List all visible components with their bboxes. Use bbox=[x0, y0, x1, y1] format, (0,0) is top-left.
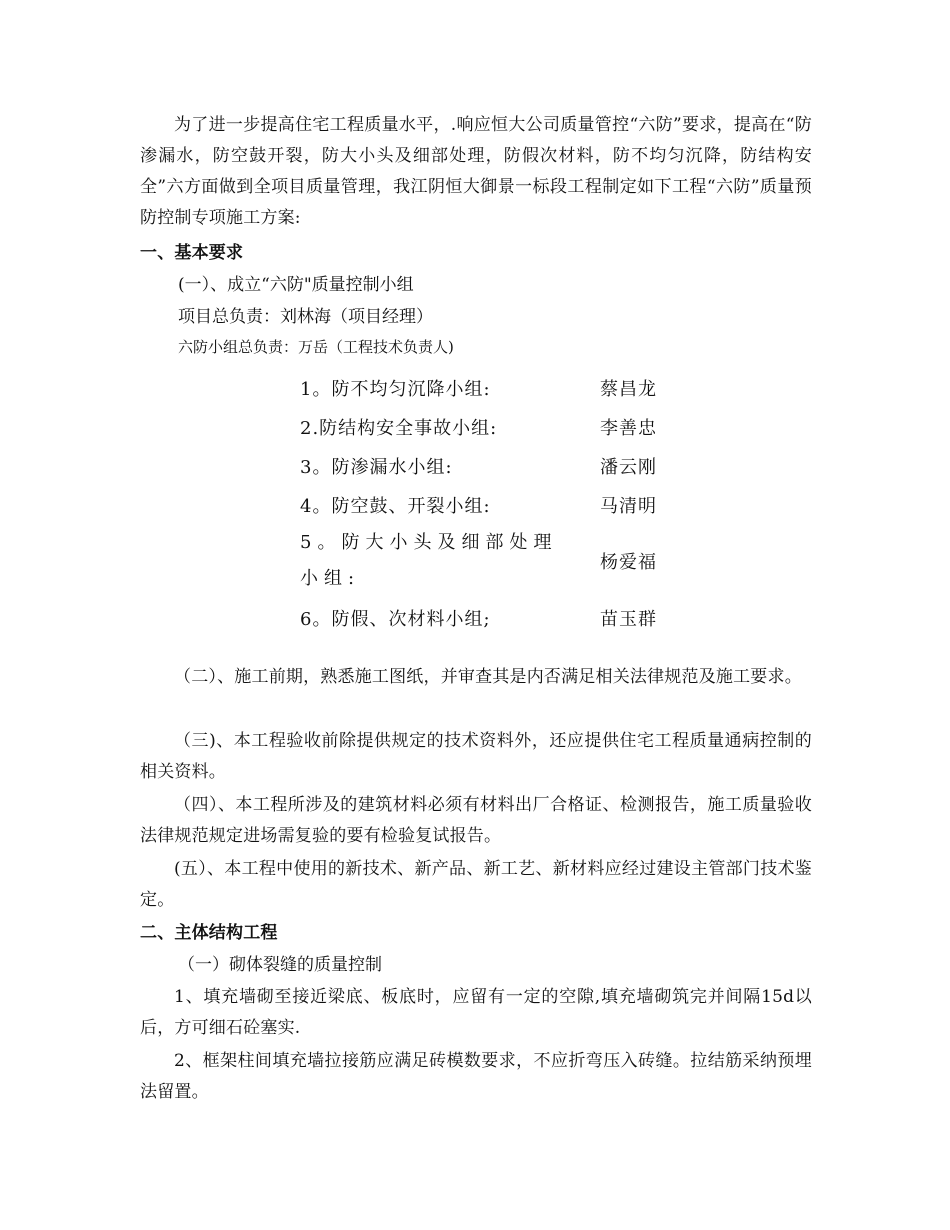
section1-item1: (一）、成立“六防"质量控制小组 bbox=[178, 275, 414, 295]
team-member: 李善忠 bbox=[600, 417, 657, 439]
team-group: 2.防结构安全事故小组: bbox=[300, 417, 498, 439]
section1-item5: (五）、本工程中使用的新技术、新产品、新工艺、新材料应经过建设主管部门技术鉴定。 bbox=[140, 859, 812, 910]
team-member: 潘云刚 bbox=[600, 456, 657, 478]
team-row bbox=[300, 407, 680, 446]
section1-item2: （二）、施工前期，熟悉施工图纸，并审查其是内否满足相关法律规范及施工要求。 bbox=[174, 667, 802, 687]
team-group: 3。防渗漏水小组: bbox=[300, 456, 453, 478]
section2-item1: （一）砌体裂缝的质量控制 bbox=[178, 955, 382, 975]
section1-heading: 一、基本要求 bbox=[140, 243, 244, 263]
team-table bbox=[300, 368, 680, 637]
team-row bbox=[300, 368, 680, 407]
team-row bbox=[300, 524, 680, 598]
team-group: 5。防大小头及细部处理小组: bbox=[300, 532, 558, 589]
team-row bbox=[300, 598, 680, 637]
intro-paragraph: 为了进一步提高住宅工程质量水平，.响应恒大公司质量管控“六防”要求，提高在“防渗漏水，防空鼓开裂，防大小头及细部处理，防假次材料，防不均匀沉降，防结构安全”六方面做到全项目质量管理，我江阴恒大御景一标段工程制定如下工程“六防”质量预防控制专项施工方案: bbox=[140, 115, 812, 228]
section2-paragraph2: 2、框架柱间填充墙拉接筋应满足砖模数要求，不应折弯压入砖缝。拉结筋采纳预埋法留置。 bbox=[140, 1051, 812, 1102]
group-leader: 六防小组总负责：万岳（工程技术负责人) bbox=[178, 338, 454, 356]
project-leader: 项目总负责：刘林海（项目经理） bbox=[178, 307, 433, 327]
section1-item4: （四）、本工程所涉及的建筑材料必须有材料出厂合格证、检测报告，施工质量验收法律规范规定进场需复验的要有检验复试报告。 bbox=[140, 795, 812, 846]
team-group: 6。防假、次材料小组; bbox=[300, 608, 491, 630]
team-group: 1。防不均匀沉降小组: bbox=[300, 378, 491, 400]
section2-heading: 二、主体结构工程 bbox=[140, 923, 278, 943]
team-group: 4。防空鼓、开裂小组: bbox=[300, 495, 491, 517]
section2-paragraph1: 1、填充墙砌至接近梁底、板底时，应留有一定的空隙,填充墙砌筑完并间隔15d以后，方可细石砼塞实. bbox=[140, 987, 812, 1038]
team-member: 蔡昌龙 bbox=[600, 378, 657, 400]
team-member: 马清明 bbox=[600, 495, 657, 517]
team-row bbox=[300, 446, 680, 485]
team-member: 杨爱福 bbox=[600, 552, 657, 573]
team-member: 苗玉群 bbox=[600, 608, 657, 630]
section1-item3: （三)、本工程验收前除提供规定的技术资料外，还应提供住宅工程质量通病控制的相关资料。 bbox=[140, 731, 812, 782]
team-row bbox=[300, 485, 680, 524]
